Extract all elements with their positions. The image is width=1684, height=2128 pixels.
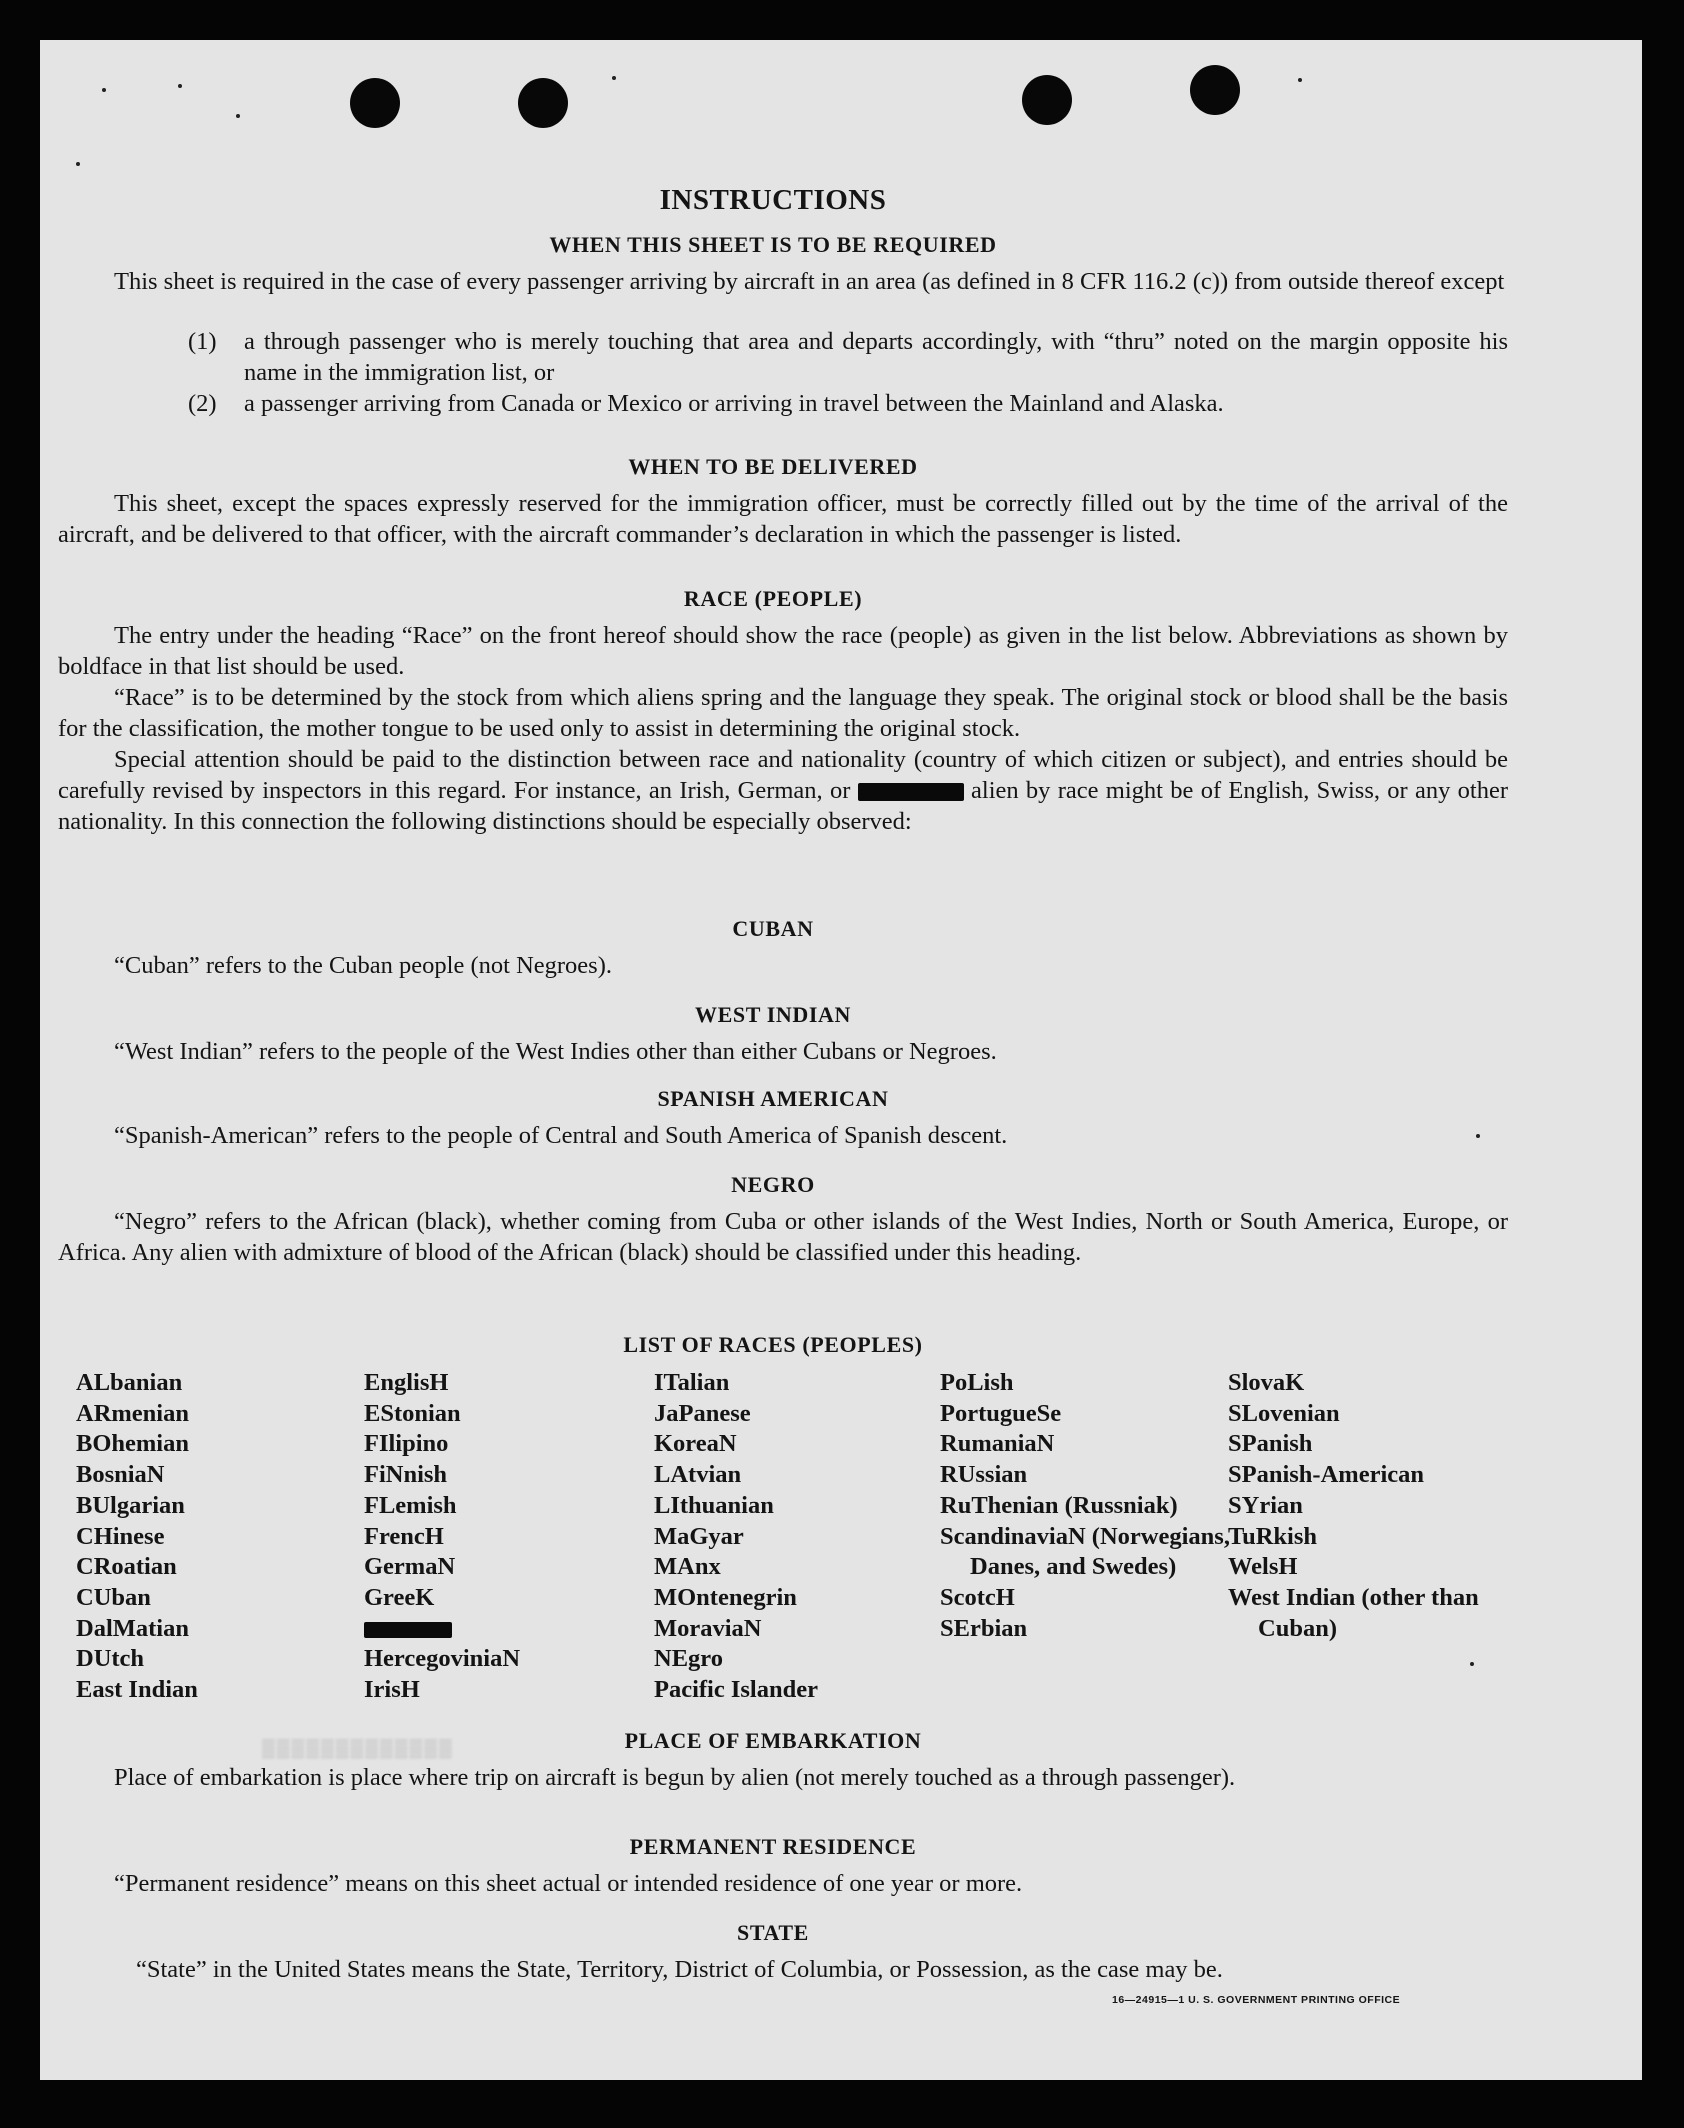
- race-item: SPanish: [1228, 1430, 1313, 1458]
- race-item: FiNnish: [364, 1461, 448, 1489]
- race-item: ITalian: [654, 1369, 730, 1396]
- negro-paragraph: [58, 1206, 1508, 1268]
- embarkation-text: Place of embarkation is place where trip on aircraft is begun by alien (not merely touched as a through passenger).: [114, 1764, 1236, 1791]
- cuban-text: “Cuban” refers to the Cuban people (not Negroes).: [114, 952, 612, 979]
- race-item: PortugueSe: [940, 1399, 1062, 1427]
- speck: [1470, 1662, 1474, 1666]
- race-item: SYrian: [1228, 1491, 1303, 1519]
- race-item: MAnx: [654, 1553, 721, 1581]
- race-item: RumaniaN: [940, 1430, 1055, 1458]
- exception-text: a through passenger who is merely touching that area and departs accordingly, with “thru” noted on the margin opposite his name in the immigration list, or: [244, 328, 1508, 386]
- exception-text: a passenger arriving from Canada or Mexico or arriving in travel between the Mainland and Alaska.: [244, 390, 1224, 417]
- race-column-1: [76, 1368, 326, 1706]
- speck: [612, 76, 616, 80]
- west-indian-paragraph: [58, 1036, 1508, 1067]
- heading-when-delivered: WHEN TO BE DELIVERED: [628, 454, 918, 479]
- race-item: BUlgarian: [76, 1491, 185, 1519]
- negro-text: “Negro” refers to the African (black), whether coming from Cuba or other islands of the West Indies, North or South America, Europe, or Africa. Any alien with admixture of blood of the African (black) should be classified under this heading.: [58, 1208, 1508, 1266]
- document-page: [40, 40, 1642, 2080]
- faint-stamp-mark: ▒▒▒▒▒▒▒▒▒▒▒▒▒: [262, 1738, 454, 1758]
- race-item: WelsH: [1228, 1553, 1298, 1581]
- race-item: MOntenegrin: [654, 1583, 797, 1611]
- race-item: ARmenian: [76, 1399, 189, 1427]
- redaction-mark: [364, 1622, 452, 1638]
- exception-item-2: [188, 388, 1508, 419]
- required-section: [58, 266, 1508, 297]
- race-item: EStonian: [364, 1399, 461, 1427]
- punch-hole: [518, 78, 568, 128]
- race-item: NEgro: [654, 1645, 723, 1673]
- state-paragraph: [80, 1954, 1520, 1985]
- race-item: East Indian: [76, 1676, 198, 1704]
- race-item: West Indian (other than Cuban): [1228, 1583, 1479, 1642]
- race-column-3: [654, 1368, 904, 1706]
- race-item: RuThenian (Russniak): [940, 1491, 1178, 1519]
- spanish-american-text: “Spanish-American” refers to the people of Central and South America of Spanish descent.: [114, 1122, 1008, 1149]
- race-item: ScotcH: [940, 1583, 1015, 1611]
- race-item: TuRkish: [1228, 1522, 1318, 1550]
- exception-item-1: [188, 326, 1508, 388]
- page-title: INSTRUCTIONS: [659, 184, 887, 216]
- race-paragraph-1: The entry under the heading “Race” on the front hereof should show the race (people) as given in the list below. Abbreviations as shown by boldface in that list should be used.: [58, 622, 1508, 680]
- race-paragraph-3-end: alien by race might be of English, Swiss, or any other nationality. In this connection the following distinctions should be especially observed:: [58, 777, 1509, 835]
- race-item: Pacific Islander: [654, 1676, 818, 1704]
- race-item: RUssian: [940, 1461, 1028, 1489]
- race-item: MaGyar: [654, 1522, 744, 1550]
- delivered-paragraph: [58, 488, 1508, 550]
- exception-list: [188, 326, 1508, 419]
- race-paragraph-2: “Race” is to be determined by the stock from which aliens spring and the language they speak. The original stock or blood shall be the basis for the classification, the mother tongue to be used only to assist in determining the original stock.: [58, 684, 1508, 742]
- race-paragraph-3-start: Special attention should be paid to the distinction between race and nationality (country of which citizen or subject), and entries should be carefully revised by inspectors in this regard. For instance, an Irish, German, or: [58, 746, 1508, 804]
- race-item: SPanish-American: [1228, 1461, 1424, 1489]
- punch-hole: [1190, 65, 1240, 115]
- heading-when-required: WHEN THIS SHEET IS TO BE REQUIRED: [549, 232, 997, 257]
- race-item: PoLish: [940, 1369, 1014, 1396]
- heading-spanish-american: SPANISH AMERICAN: [657, 1086, 889, 1111]
- race-item: LAtvian: [654, 1461, 742, 1489]
- race-item: JaPanese: [654, 1399, 751, 1427]
- spanish-american-paragraph: [58, 1120, 1508, 1151]
- race-item: BOhemian: [76, 1430, 189, 1458]
- race-item: CHinese: [76, 1522, 165, 1550]
- punch-hole: [350, 78, 400, 128]
- race-item: ALbanian: [76, 1369, 183, 1396]
- race-column-2: [364, 1368, 614, 1706]
- heading-permanent-residence: PERMANENT RESIDENCE: [629, 1834, 917, 1859]
- speck: [178, 84, 182, 88]
- heading-negro: NEGRO: [731, 1172, 815, 1197]
- race-item: DalMatian: [76, 1614, 189, 1642]
- race-item: SErbian: [940, 1614, 1028, 1642]
- exception-number: (1): [188, 328, 217, 355]
- residence-paragraph: [58, 1868, 1512, 1899]
- heading-race: RACE (PEOPLE): [683, 586, 863, 611]
- west-indian-text: “West Indian” refers to the people of the West Indies other than either Cubans or Negroes.: [114, 1038, 997, 1065]
- redaction-mark: [858, 783, 964, 801]
- heading-west-indian: WEST INDIAN: [695, 1002, 851, 1027]
- race-paragraph-3: [58, 744, 1508, 837]
- race-item: GermaN: [364, 1553, 456, 1581]
- delivered-text: This sheet, except the spaces expressly reserved for the immigration officer, must be correctly filled out by the time of the arrival of the aircraft, and be delivered to that officer, with the aircraft commander’s declaration in which the passenger is listed.: [58, 490, 1508, 548]
- race-item: FIlipino: [364, 1430, 449, 1458]
- speck: [76, 162, 80, 166]
- race-column-4: [940, 1368, 1230, 1644]
- speck: [1298, 78, 1302, 82]
- residence-text: “Permanent residence” means on this sheet actual or intended residence of one year or more.: [114, 1870, 1023, 1897]
- punch-hole: [1022, 75, 1072, 125]
- race-item: LIthuanian: [654, 1491, 774, 1519]
- race-item-redacted: [364, 1614, 614, 1645]
- race-item: DUtch: [76, 1645, 145, 1673]
- race-item: KoreaN: [654, 1430, 737, 1458]
- embarkation-paragraph: [58, 1762, 1512, 1793]
- race-item: CRoatian: [76, 1553, 177, 1581]
- race-item: ScandinaviaN (Norwegians, Danes, and Swedes): [940, 1522, 1230, 1581]
- heading-place-of-embarkation: PLACE OF EMBARKATION: [624, 1728, 922, 1753]
- required-intro: This sheet is required in the case of every passenger arriving by aircraft in an area (as defined in 8 CFR 116.2 (c)) from outside thereof except: [114, 268, 1505, 295]
- race-item: GreeK: [364, 1583, 435, 1611]
- printing-office-footer: 16—24915—1 U. S. GOVERNMENT PRINTING OFFICE: [1112, 1994, 1401, 2006]
- race-item: EnglisH: [364, 1369, 449, 1396]
- cuban-paragraph: [58, 950, 1508, 981]
- race-item: SlovaK: [1228, 1369, 1305, 1396]
- heading-state: STATE: [737, 1920, 809, 1945]
- race-column-5: [1228, 1368, 1490, 1644]
- race-item: FrencH: [364, 1522, 444, 1550]
- state-text: “State” in the United States means the State, Territory, District of Columbia, or Possession, as the case may be.: [136, 1956, 1223, 1983]
- exception-number: (2): [188, 390, 217, 417]
- speck: [102, 88, 106, 92]
- race-item: IrisH: [364, 1676, 420, 1704]
- race-item: FLemish: [364, 1491, 457, 1519]
- race-item: BosniaN: [76, 1461, 165, 1489]
- race-item: CUban: [76, 1583, 151, 1611]
- race-paragraphs: [58, 620, 1508, 837]
- race-item: HercegoviniaN: [364, 1645, 521, 1673]
- heading-list-of-races: LIST OF RACES (PEOPLES): [623, 1332, 923, 1357]
- race-item: MoraviaN: [654, 1614, 762, 1642]
- heading-cuban: CUBAN: [732, 916, 814, 941]
- race-item: SLovenian: [1228, 1399, 1340, 1427]
- speck: [236, 114, 240, 118]
